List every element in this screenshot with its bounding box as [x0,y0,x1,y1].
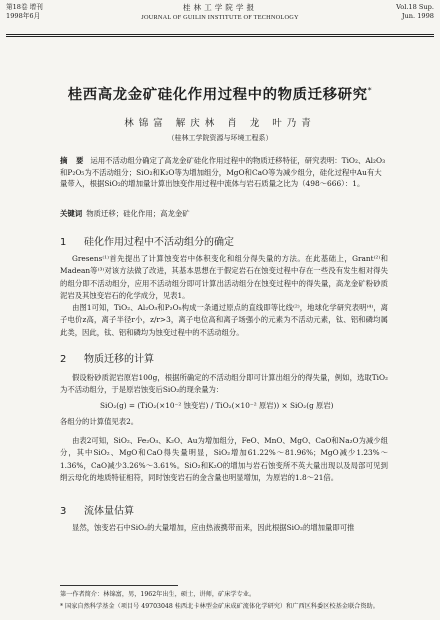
paragraph: 各组分的计算值见表2。 [60,417,139,426]
abstract-text: 运用不活动组分确定了高龙金矿硅化作用过程中的物质迁移特征，研究表明：TiO₂、Al₂O₃和P₂O₅为不活动组分；SiO₂和K₂O等为增加组分，MgO和CaO等为减少组分，硅化过程中Au有大量带入，根据SiO₂的增加量计算出蚀变作用过程中流体与岩石质量之比为（498～666）：1。 [60,156,386,189]
header-rule-thin [6,36,434,37]
section-2-note [60,416,388,428]
date-cn: 1998年6月 [6,12,41,20]
section-1-body [60,253,388,339]
section-heading-3 [60,502,134,517]
section-title: 硅化作用过程中不活动组分的确定 [84,237,234,248]
volume-en: Vol.18 Sup. [396,3,434,11]
section-2-body [60,435,388,484]
footnote-funding: * 国家自然科学基金（项目号 49703048 桂西北卡林型金矿床成矿流体化学研究）和广西区科委区校基金联合资助。 [60,603,379,610]
section-3-body [60,522,388,534]
paragraph: 由表2可知，SiO₂、Fe₂O₃、K₂O、Au为增加组分，FeO、MnO、MgO、CaO和Na₂O为减少组分，其中SiO₂、MgO和CaO得失量明显，SiO₂增加61.22%～81.96%；MgO减少1.23%～1.36%，CaO减少3.26%～3.61%。SiO₂和K₂O的增加与岩石蚀变所不英大量出现以及局部可见到绢云母化的地质特征相符，同时蚀变岩石的金含量也明显增加，为原岩的1.8～21倍。 [60,436,388,482]
section-2-intro [60,372,388,397]
footnote-author: 第一作者简介：林锦富，男，1962年出生，硕士，讲师，矿床学专业。 [60,591,256,598]
section-heading-2 [60,350,154,365]
affiliation: （桂林工学院资源与环境工程系） [167,134,273,142]
paragraph: 由图1可知，TiO₂、Al₂O₃和P₂O₅构成一条通过原点的直线即等比线⁽²⁾，地球化学研究表明⁽⁴⁾，离子电价z高，离子半径r小，z/r>3，离子电位高和离子场强小的元素为不活动元素，钛、铝和磷均属此类，因此，钛、铝和磷均为蚀变过程中的不活动组分。 [60,303,388,337]
footnote-rule [60,585,178,586]
header-right [396,3,434,21]
paragraph: 假设粉砂质泥岩原岩100g，根据所确定的不活动组分即可计算出组分的得失量，例如，选取TiO₂为不活动组分，于是原岩蚀变后SiO₂的现余量为： [60,373,388,395]
section-number: 2 [60,354,67,365]
journal-name-cn: 桂林工学院学报 [182,3,258,12]
paragraph: 显然，蚀变岩石中SiO₂的大量增加，应由热液携带而来，因此根据SiO₂的增加量即可推 [72,523,355,532]
section-number: 1 [60,237,67,248]
keywords [60,208,388,219]
date-en: Jun. 1998 [401,12,434,20]
section-title: 物质迁移的计算 [84,354,154,365]
header-center [6,3,434,23]
section-title: 流体量估算 [84,506,134,517]
section-heading-1 [60,233,234,248]
footnotes [60,589,420,613]
keywords-text: 物质迁移；硅化作用；高龙金矿 [86,209,190,218]
author-list: 林锦富 解庆林 肖 龙 叶乃青 [124,118,316,129]
volume-cn: 第18卷 增刊 [6,3,43,11]
abstract-label: 摘 要 [60,156,87,165]
paragraph: Gresens⁽¹⁾首先提出了计算蚀变岩中体积变化和组分得失量的方法。在此基础上，Grant⁽²⁾和Madean等⁽³⁾对该方法做了改进，其基本思想在于假定岩石在蚀变过程中存在一些没有发生相对得失的组分即不活动组分，应用不活动组分即可计算出活动组分在蚀变过程中的得失量，高龙金矿粉砂质泥岩及其蚀变岩石的化学成分，见表1。 [60,254,388,300]
abstract [60,155,388,190]
journal-name-en: JOURNAL OF GUILIN INSTITUTE OF TECHNOLOGY [141,14,299,21]
header-rule-thick [6,34,434,35]
section-number: 3 [60,506,67,517]
paper-title [0,83,440,104]
paper-title-text: 桂西高龙金矿硅化作用过程中的物质迁移研究 [67,87,368,103]
title-footnote-mark: * [367,86,373,96]
keywords-label: 关键词 [60,209,83,218]
equation: SiO₂(g) = (TiO₂(×10⁻² 蚀变岩) / TiO₂(×10⁻² 原岩)) × SiO₂(g 原岩) [100,401,334,410]
running-header [6,3,434,34]
